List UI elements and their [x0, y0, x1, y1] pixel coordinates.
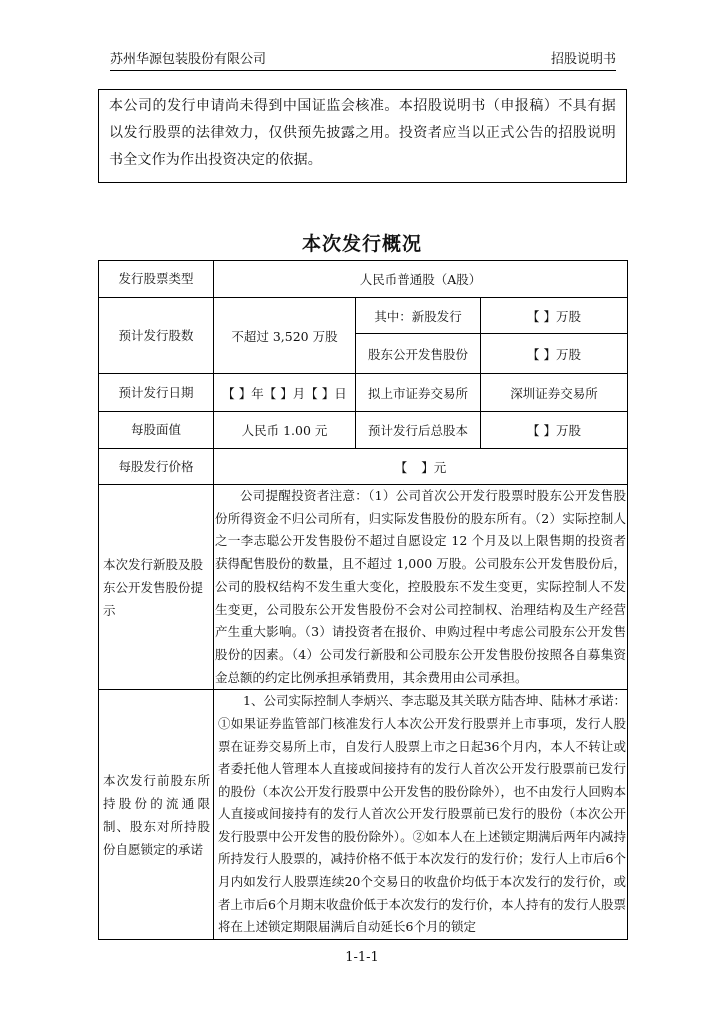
table-row [99, 485, 628, 690]
table-row [99, 449, 628, 485]
type-value: 人民币普通股（A股） [214, 261, 628, 298]
shares-value: 不超过 3,520 万股 [214, 298, 356, 374]
tip-text: 公司提醒投资者注意：（1）公司首次公开发行股票时股东公开发售股份所得资金不归公司所有，归实际发售股份的股东所有。（2）实际控制人之一李志聪公开发售股份不超过自愿设定 12 个月及以上限售期的投资者获得配售股份的数量，且不超过 1,000 万股。公司股东公开发售股份后，公司的股权结构不发生重大变化，控股股东不发生变更，实际控制人不发生变更，公司股东公开发售股份不会对公司控制权、治理结构及生产经营产生重大影响。（3）请投资者在报价、申购过程中考虑公司股东公开发售股份的因素。（4）公司发行新股和公司股东公开发售股份按照各自募集资金总额的约定比例承担承销费用，其余费用由公司承担。 [214, 485, 628, 690]
tip-label: 本次发行新股及股东公开发售股份提示 [99, 485, 214, 690]
table-row [99, 412, 628, 449]
price-value [214, 449, 628, 485]
lock-text: 1、公司实际控制人李炳兴、李志聪及其关联方陆杏坤、陆林才承诺：①如果证券监管部门核准发行人本次公开发行股票并上市事项，发行人股票在证券交易所上市，自发行人股票上市之日起36个月内，本人不转让或者委托他人管理本人直接或间接持有的发行人首次公开发行股票前已发行的股份（本次公开发行股票中公开发售的股份除外），也不由发行人回购本人直接或间接持有的发行人首次公开发行股票前已发行的股份（本次公开发行股票中公开发售的股份除外）。②如本人在上述锁定期满后两年内减持所持发行人股票的，减持价格不低于本次发行的发行价；发行人上市后6个月内如发行人股票连续20个交易日的收盘价均低于本次发行的发行价，或者上市后6个月期末收盘价低于本次发行的发行价，本人持有的发行人股票将在上述锁定期限届满后自动延长6个月的锁定 [214, 690, 628, 940]
date-value: 【 】年【 】月【 】日 [214, 374, 356, 412]
lock-label: 本次发行前股东所持股份的流通限制、股东对所持股份自愿锁定的承诺 [99, 690, 214, 940]
price-label: 每股发行价格 [99, 449, 214, 485]
date-label: 预计发行日期 [99, 374, 214, 412]
type-label: 发行股票类型 [99, 261, 214, 298]
total-shares-value: 【 】万股 [481, 412, 628, 449]
holder-shares-label: 股东公开发售股份 [356, 334, 481, 374]
new-shares-value: 【 】万股 [481, 298, 628, 334]
section-title: 本次发行概况 [301, 233, 422, 255]
exchange-value: 深圳证券交易所 [481, 374, 628, 412]
shares-label: 预计发行股数 [99, 298, 214, 374]
page-number: 1-1-1 [345, 950, 379, 965]
exchange-label: 拟上市证券交易所 [356, 374, 481, 412]
offering-table [98, 260, 628, 940]
price-bracket-open: 【 [394, 459, 408, 475]
page-header [110, 50, 616, 71]
price-bracket-close: 】元 [421, 459, 447, 475]
notice-box: 本公司的发行申请尚未得到中国证监会核准。本招股说明书（申报稿）不具有据以发行股票的法律效力，仅供预先披露之用。投资者应当以正式公告的招股说明书全文作为作出投资决定的依据。 [98, 89, 627, 183]
header-doc-title: 招股说明书 [550, 52, 616, 67]
table-row [99, 298, 628, 334]
new-shares-label: 其中：新股发行 [356, 298, 481, 334]
header-company: 苏州华源包装股份有限公司 [110, 52, 267, 67]
table-row [99, 261, 628, 298]
holder-shares-value: 【 】万股 [481, 334, 628, 374]
total-shares-label: 预计发行后总股本 [356, 412, 481, 449]
table-row [99, 374, 628, 412]
par-label: 每股面值 [99, 412, 214, 449]
table-row [99, 690, 628, 940]
par-value: 人民币 1.00 元 [214, 412, 356, 449]
